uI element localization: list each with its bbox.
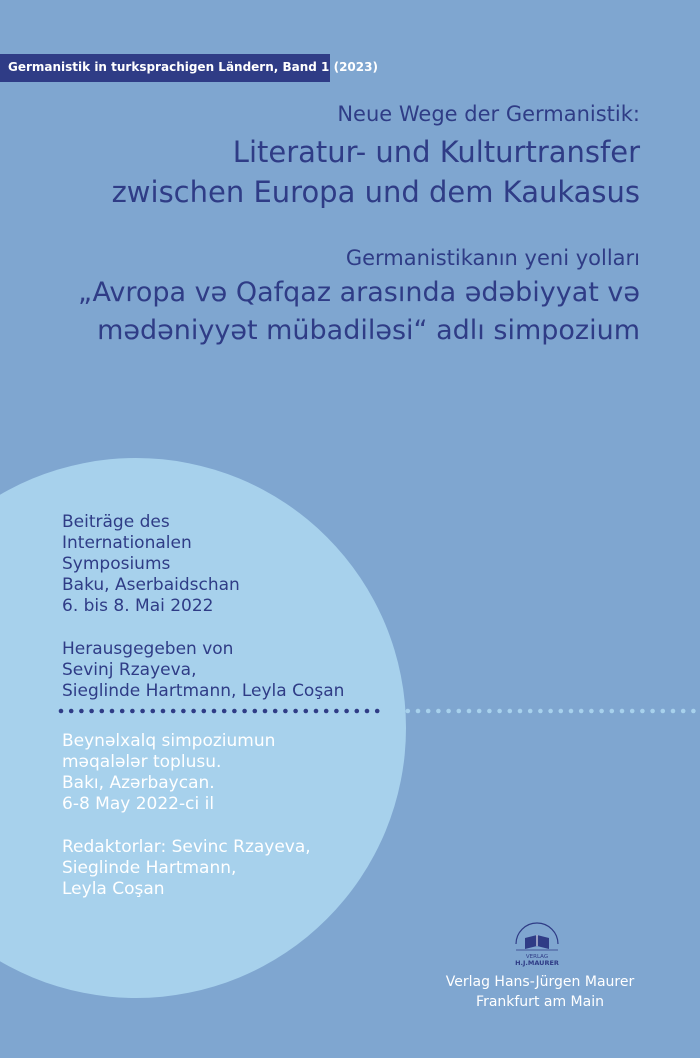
divider-dot	[59, 709, 64, 714]
azerbaijani-editors-line: Sieglinde Hartmann,	[62, 858, 237, 878]
divider-dot	[599, 709, 604, 714]
divider-dot	[406, 709, 411, 714]
divider-dot	[283, 709, 288, 714]
german-info-line: 6. bis 8. Mai 2022	[62, 596, 214, 616]
series-label: Germanistik in turksprachigen Ländern, Band 1 (2023)	[8, 60, 378, 74]
german-title-line-2: zwischen Europa und dem Kaukasus	[111, 175, 640, 209]
divider-dot	[79, 709, 84, 714]
divider-dot	[334, 709, 339, 714]
logo-verlag-text: VERLAG	[525, 954, 549, 960]
divider-dot	[151, 709, 156, 714]
azerbaijani-editors-line: Redaktorlar: Sevinc Rzayeva,	[62, 837, 311, 857]
german-info-line: Beiträge des	[62, 512, 170, 532]
divider-dot	[202, 709, 207, 714]
divider-dot	[242, 709, 247, 714]
divider-dot	[548, 709, 553, 714]
divider-dot	[610, 709, 615, 714]
publisher-name: Verlag Hans-Jürgen Maurer	[445, 974, 635, 990]
divider-dot	[661, 709, 666, 714]
azerbaijani-info-block	[62, 731, 311, 900]
divider-dot	[181, 709, 186, 714]
divider-dot	[508, 709, 513, 714]
title-block	[40, 100, 640, 350]
divider-dot	[120, 709, 125, 714]
german-info-line: Symposiums	[62, 554, 171, 574]
divider-dot	[344, 709, 349, 714]
divider-dot	[355, 709, 360, 714]
german-title-line-1: Literatur- und Kulturtransfer	[232, 135, 640, 169]
publisher-city: Frankfurt am Main	[476, 994, 604, 1010]
divider-dot	[375, 709, 380, 714]
german-subtitle: Neue Wege der Germanistik:	[337, 102, 640, 126]
german-info-block	[62, 512, 344, 702]
azerbaijani-subtitle: Germanistikanın yeni yolları	[345, 246, 640, 270]
divider-dot	[446, 709, 451, 714]
divider-dot	[426, 709, 431, 714]
divider-dot	[518, 709, 523, 714]
divider-dot	[457, 709, 462, 714]
dotted-divider	[56, 706, 696, 716]
german-info-line: Internationalen	[62, 533, 192, 553]
divider-dot	[477, 709, 482, 714]
divider-dot	[579, 709, 584, 714]
german-editors-line: Herausgegeben von	[62, 639, 234, 659]
divider-dot	[263, 709, 268, 714]
divider-dot	[100, 709, 105, 714]
divider-dot	[171, 709, 176, 714]
divider-dot	[69, 709, 74, 714]
divider-dot	[691, 709, 696, 714]
divider-dot	[640, 709, 645, 714]
divider-dot	[569, 709, 574, 714]
divider-dot	[191, 709, 196, 714]
divider-dot	[528, 709, 533, 714]
divider-dot	[620, 709, 625, 714]
azerbaijani-info-line: Bakı, Azərbaycan.	[62, 773, 215, 793]
azerbaijani-info-line: Beynəlxalq simpoziumun	[62, 731, 276, 751]
divider-dot	[497, 709, 502, 714]
divider-dot	[222, 709, 227, 714]
divider-dot	[293, 709, 298, 714]
divider-dot	[212, 709, 217, 714]
divider-dot	[395, 709, 400, 714]
divider-dot	[467, 709, 472, 714]
divider-dot	[140, 709, 145, 714]
divider-dot	[110, 709, 115, 714]
divider-dot	[671, 709, 676, 714]
azerbaijani-title-line-2: mədəniyyət mübadiləsi“ adlı simpozium	[97, 315, 640, 346]
publisher-block	[440, 972, 640, 1012]
divider-dot	[324, 709, 329, 714]
divider-dot	[253, 709, 258, 714]
azerbaijani-title-line-1: „Avropa və Qafqaz arasında ədəbiyyat və	[78, 277, 640, 308]
azerbaijani-info-line: 6-8 May 2022-ci il	[62, 794, 215, 814]
logo-maurer-text: H.J.MAURER	[515, 959, 559, 967]
divider-dot	[161, 709, 166, 714]
divider-dot	[130, 709, 135, 714]
azerbaijani-info-line: məqalələr toplusu.	[62, 752, 222, 772]
divider-dot	[273, 709, 278, 714]
divider-dot	[630, 709, 635, 714]
divider-dot	[304, 709, 309, 714]
series-banner	[0, 54, 378, 82]
divider-dot	[232, 709, 237, 714]
divider-dot	[436, 709, 441, 714]
german-editors-line: Sevinj Rzayeva,	[62, 660, 197, 680]
divider-dot	[559, 709, 564, 714]
german-editors-line: Sieglinde Hartmann, Leyla Coşan	[62, 681, 345, 701]
divider-dot	[650, 709, 655, 714]
divider-dot	[681, 709, 686, 714]
divider-dot	[89, 709, 94, 714]
divider-dot	[365, 709, 370, 714]
german-info-line: Baku, Aserbaidschan	[62, 575, 240, 595]
divider-dot	[487, 709, 492, 714]
divider-dot	[589, 709, 594, 714]
divider-dot	[385, 709, 390, 714]
divider-dot	[538, 709, 543, 714]
divider-dot	[314, 709, 319, 714]
publisher-logo	[510, 918, 564, 968]
divider-dot	[416, 709, 421, 714]
azerbaijani-editors-line: Leyla Coşan	[62, 879, 165, 899]
